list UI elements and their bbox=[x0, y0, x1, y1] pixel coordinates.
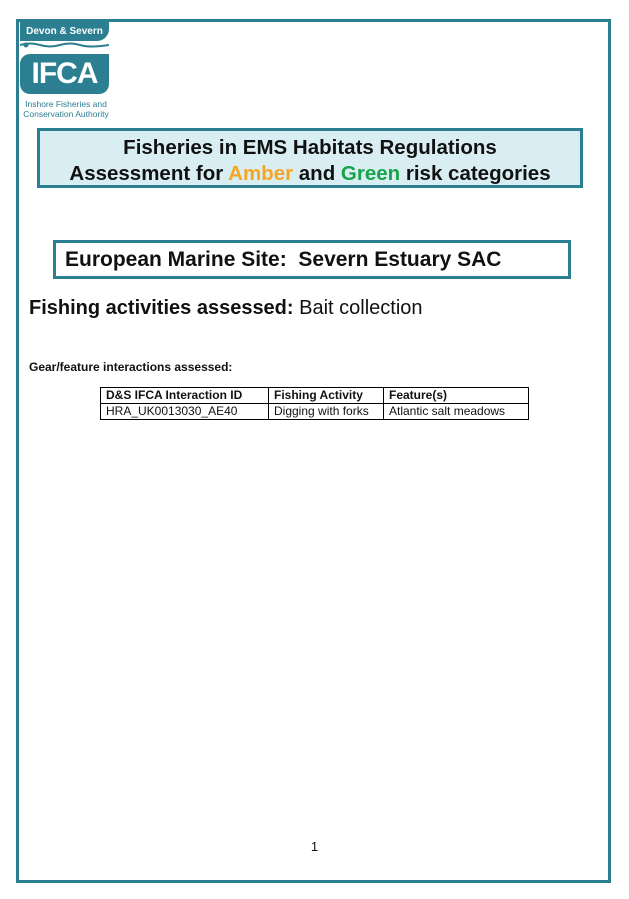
logo-subtitle-line1: Inshore Fisheries and bbox=[25, 99, 107, 109]
title-line2 bbox=[40, 161, 580, 187]
activities-label: Fishing activities assessed: bbox=[29, 297, 294, 319]
table-cell-id: HRA_UK0013030_AE40 bbox=[101, 404, 269, 420]
ifca-logo bbox=[20, 22, 112, 122]
logo-top-banner: Devon & Severn bbox=[20, 22, 109, 41]
activities-value: Bait collection bbox=[293, 297, 423, 319]
table-row bbox=[101, 404, 529, 420]
and-word: and bbox=[293, 162, 341, 185]
page-number: 1 bbox=[310, 839, 319, 854]
table-header-features: Feature(s) bbox=[384, 388, 529, 404]
logo-subtitle bbox=[20, 99, 112, 119]
logo-subtitle-line2: Conservation Authority bbox=[23, 109, 109, 119]
fish-wave-icon bbox=[20, 42, 109, 48]
title-prefix: Assessment for bbox=[69, 162, 229, 185]
table-header-id: D&S IFCA Interaction ID bbox=[101, 388, 269, 404]
table-cell-feature: Atlantic salt meadows bbox=[384, 404, 529, 420]
title-suffix: risk categories bbox=[400, 162, 551, 185]
title-line1: Fisheries in EMS Habitats Regulations bbox=[123, 136, 497, 159]
table-header-activity: Fishing Activity bbox=[269, 388, 384, 404]
table-header-row bbox=[101, 388, 529, 404]
european-marine-site-box: European Marine Site: Severn Estuary SAC bbox=[53, 240, 571, 279]
green-word: Green bbox=[340, 162, 401, 185]
logo-ifca-block: IFCA bbox=[20, 54, 109, 94]
interactions-table bbox=[100, 387, 529, 420]
gear-feature-label: Gear/feature interactions assessed: bbox=[29, 360, 233, 374]
fishing-activities-line bbox=[29, 297, 423, 320]
document-title-box bbox=[37, 128, 583, 188]
table-cell-activity: Digging with forks bbox=[269, 404, 384, 420]
amber-word: Amber bbox=[228, 162, 294, 185]
